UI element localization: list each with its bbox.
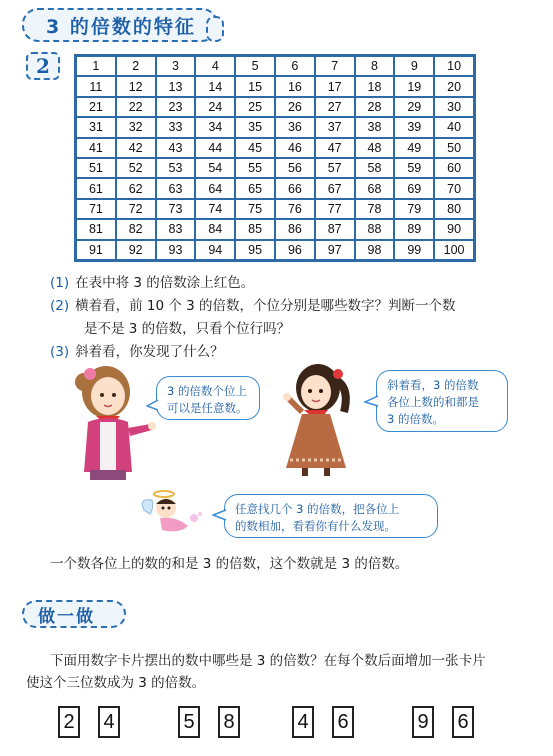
table-cell[interactable]: 48 xyxy=(355,138,395,158)
speech-bubble-right-line-1: 斜着看，3 的倍数 xyxy=(387,378,479,392)
table-cell[interactable]: 16 xyxy=(275,76,315,96)
table-cell[interactable]: 67 xyxy=(315,178,355,198)
question-1 xyxy=(50,272,254,294)
table-cell[interactable]: 66 xyxy=(275,178,315,198)
table-cell[interactable]: 52 xyxy=(116,158,156,178)
table-cell[interactable]: 49 xyxy=(394,138,434,158)
table-cell[interactable]: 63 xyxy=(156,178,196,198)
table-cell[interactable]: 81 xyxy=(76,219,116,239)
table-cell[interactable]: 8 xyxy=(355,56,395,76)
table-cell[interactable]: 28 xyxy=(355,97,395,117)
table-cell[interactable]: 82 xyxy=(116,219,156,239)
example-number: 2 xyxy=(36,54,50,78)
table-cell[interactable]: 26 xyxy=(275,97,315,117)
table-cell[interactable]: 53 xyxy=(156,158,196,178)
table-cell[interactable]: 41 xyxy=(76,138,116,158)
table-cell[interactable]: 5 xyxy=(235,56,275,76)
question-2-number: (2) xyxy=(50,298,70,314)
table-cell[interactable]: 9 xyxy=(394,56,434,76)
table-cell[interactable]: 47 xyxy=(315,138,355,158)
girl-in-dress-illustration xyxy=(276,360,356,478)
speech-bubble-right-line-3: 3 的倍数。 xyxy=(387,412,444,426)
table-cell[interactable]: 34 xyxy=(195,117,235,137)
table-cell[interactable]: 59 xyxy=(394,158,434,178)
digit-card: 4 xyxy=(98,706,120,738)
table-cell[interactable]: 12 xyxy=(116,76,156,96)
digit-card: 6 xyxy=(452,706,474,738)
table-cell[interactable]: 20 xyxy=(434,76,474,96)
lesson-title-banner xyxy=(22,8,218,42)
table-cell[interactable]: 58 xyxy=(355,158,395,178)
table-cell[interactable]: 22 xyxy=(116,97,156,117)
digit-card: 9 xyxy=(412,706,434,738)
table-cell[interactable]: 77 xyxy=(315,199,355,219)
girl-with-pigtails-illustration xyxy=(66,362,158,490)
table-cell[interactable]: 15 xyxy=(235,76,275,96)
table-cell[interactable]: 51 xyxy=(76,158,116,178)
practice-heading: 做一做 xyxy=(38,606,95,627)
table-cell[interactable]: 61 xyxy=(76,178,116,198)
table-cell[interactable]: 32 xyxy=(116,117,156,137)
table-cell[interactable]: 91 xyxy=(76,240,116,260)
flying-angel-illustration xyxy=(136,486,208,542)
table-cell[interactable]: 80 xyxy=(434,199,474,219)
table-cell[interactable]: 50 xyxy=(434,138,474,158)
table-cell[interactable]: 74 xyxy=(195,199,235,219)
table-cell[interactable]: 78 xyxy=(355,199,395,219)
table-cell[interactable]: 23 xyxy=(156,97,196,117)
digit-card: 5 xyxy=(178,706,200,738)
table-cell[interactable]: 19 xyxy=(394,76,434,96)
table-cell[interactable]: 93 xyxy=(156,240,196,260)
table-cell[interactable]: 31 xyxy=(76,117,116,137)
table-cell[interactable]: 54 xyxy=(195,158,235,178)
speech-bubble-right-tail xyxy=(364,394,380,408)
table-cell[interactable]: 96 xyxy=(275,240,315,260)
table-cell[interactable]: 14 xyxy=(195,76,235,96)
speech-bubble-left-line-2: 可以是任意数。 xyxy=(167,401,248,415)
table-cell[interactable]: 79 xyxy=(394,199,434,219)
table-cell[interactable]: 87 xyxy=(315,219,355,239)
table-cell[interactable]: 62 xyxy=(116,178,156,198)
table-cell[interactable]: 6 xyxy=(275,56,315,76)
table-cell[interactable]: 69 xyxy=(394,178,434,198)
table-cell[interactable]: 33 xyxy=(156,117,196,137)
speech-bubble-right-line-2: 各位上数的和都是 xyxy=(387,395,479,409)
table-cell[interactable]: 83 xyxy=(156,219,196,239)
table-cell[interactable]: 70 xyxy=(434,178,474,198)
table-cell[interactable]: 84 xyxy=(195,219,235,239)
table-cell[interactable]: 94 xyxy=(195,240,235,260)
table-cell[interactable]: 56 xyxy=(275,158,315,178)
table-cell[interactable]: 75 xyxy=(235,199,275,219)
table-cell[interactable]: 27 xyxy=(315,97,355,117)
speech-bubble-bottom-tail xyxy=(212,508,228,522)
banner-curl-decoration xyxy=(206,16,224,42)
table-cell[interactable]: 2 xyxy=(116,56,156,76)
table-cell[interactable]: 90 xyxy=(434,219,474,239)
speech-bubble-right xyxy=(376,370,508,432)
table-cell[interactable]: 73 xyxy=(156,199,196,219)
digit-card: 6 xyxy=(332,706,354,738)
table-cell[interactable]: 86 xyxy=(275,219,315,239)
table-cell[interactable]: 100 xyxy=(434,240,474,260)
table-cell[interactable]: 25 xyxy=(235,97,275,117)
table-cell[interactable]: 55 xyxy=(235,158,275,178)
table-cell[interactable]: 21 xyxy=(76,97,116,117)
table-cell[interactable]: 43 xyxy=(156,138,196,158)
example-number-badge xyxy=(26,52,60,80)
hundred-number-table xyxy=(74,54,476,262)
table-cell[interactable]: 13 xyxy=(156,76,196,96)
digit-card: 8 xyxy=(218,706,240,738)
question-3-text: 斜着看，你发现了什么？ xyxy=(75,344,224,360)
table-cell[interactable]: 68 xyxy=(355,178,395,198)
table-cell[interactable]: 45 xyxy=(235,138,275,158)
table-cell[interactable]: 97 xyxy=(315,240,355,260)
table-cell[interactable]: 4 xyxy=(195,56,235,76)
table-cell[interactable]: 44 xyxy=(195,138,235,158)
table-cell[interactable]: 35 xyxy=(235,117,275,137)
table-cell[interactable]: 3 xyxy=(156,56,196,76)
table-cell[interactable]: 72 xyxy=(116,199,156,219)
lesson-title: 3 的倍数的特征 xyxy=(46,15,196,38)
table-cell[interactable]: 7 xyxy=(315,56,355,76)
table-cell[interactable]: 38 xyxy=(355,117,395,137)
question-2 xyxy=(50,295,456,317)
question-1-number: (1) xyxy=(50,275,70,291)
practice-text-line-2: 使这个三位数成为 3 的倍数。 xyxy=(26,675,206,691)
table-cell[interactable]: 39 xyxy=(394,117,434,137)
speech-bubble-bottom xyxy=(224,494,438,538)
rule-conclusion: 一个数各位上的数的和是 3 的倍数，这个数就是 3 的倍数。 xyxy=(50,556,409,572)
table-cell[interactable]: 92 xyxy=(116,240,156,260)
table-cell[interactable]: 11 xyxy=(76,76,116,96)
table-cell[interactable]: 57 xyxy=(315,158,355,178)
table-cell[interactable]: 17 xyxy=(315,76,355,96)
table-cell[interactable]: 1 xyxy=(76,56,116,76)
speech-bubble-left-tail xyxy=(146,398,160,412)
table-cell[interactable]: 29 xyxy=(394,97,434,117)
practice-text-line-1: 下面用数字卡片摆出的数中哪些是 3 的倍数？在每个数后面增加一张卡片 xyxy=(50,653,486,669)
table-cell[interactable]: 99 xyxy=(394,240,434,260)
table-cell[interactable]: 65 xyxy=(235,178,275,198)
table-cell[interactable]: 60 xyxy=(434,158,474,178)
table-cell[interactable]: 85 xyxy=(235,219,275,239)
speech-bubble-bottom-line-1: 任意找几个 3 的倍数，把各位上 xyxy=(235,502,400,516)
table-cell[interactable]: 10 xyxy=(434,56,474,76)
digit-card: 4 xyxy=(292,706,314,738)
speech-bubble-left-line-1: 3 的倍数个位上 xyxy=(167,384,247,398)
question-3-number: (3) xyxy=(50,344,70,360)
speech-bubble-bottom-line-2: 的数相加，看看你有什么发现。 xyxy=(235,519,396,533)
table-cell[interactable]: 88 xyxy=(355,219,395,239)
table-cell[interactable]: 98 xyxy=(355,240,395,260)
table-cell[interactable]: 89 xyxy=(394,219,434,239)
digit-card: 2 xyxy=(58,706,80,738)
table-cell[interactable]: 95 xyxy=(235,240,275,260)
question-2-line-1: 横着看，前 10 个 3 的倍数，个位分别是哪些数字？判断一个数 xyxy=(75,298,456,314)
table-cell[interactable]: 71 xyxy=(76,199,116,219)
table-cell[interactable]: 64 xyxy=(195,178,235,198)
table-cell[interactable]: 76 xyxy=(275,199,315,219)
question-2-line-2: 是不是 3 的倍数，只看个位行吗？ xyxy=(84,321,291,337)
table-cell[interactable]: 37 xyxy=(315,117,355,137)
table-cell[interactable]: 42 xyxy=(116,138,156,158)
table-cell[interactable]: 18 xyxy=(355,76,395,96)
speech-bubble-left xyxy=(156,376,260,420)
question-3 xyxy=(50,341,224,363)
practice-banner xyxy=(22,600,126,628)
table-cell[interactable]: 30 xyxy=(434,97,474,117)
table-cell[interactable]: 46 xyxy=(275,138,315,158)
table-cell[interactable]: 40 xyxy=(434,117,474,137)
table-cell[interactable]: 36 xyxy=(275,117,315,137)
question-1-text: 在表中将 3 的倍数涂上红色。 xyxy=(75,275,255,291)
table-cell[interactable]: 24 xyxy=(195,97,235,117)
